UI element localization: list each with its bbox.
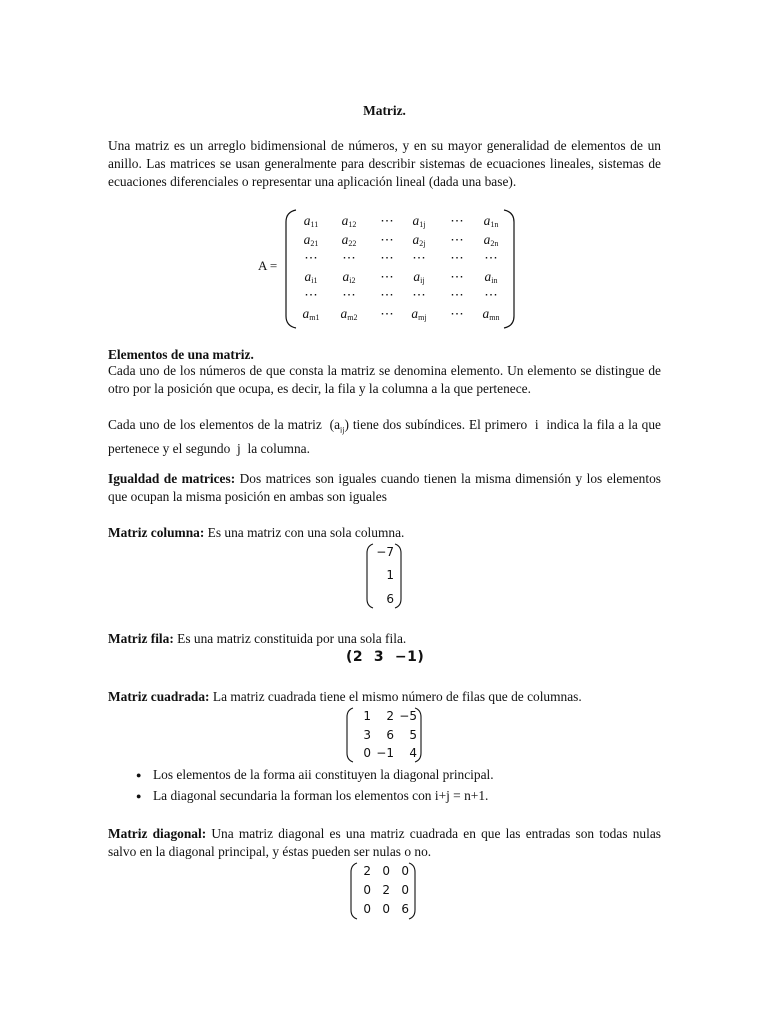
matrix-element: ⋯: [450, 213, 464, 228]
matrix-element: $a_{2n}$: [483, 231, 499, 248]
column-value-1: −7: [376, 545, 394, 559]
matrix-element: ⋯: [412, 250, 426, 265]
fila-text: Es una matriz constituida por una sola fila.: [177, 631, 407, 646]
square-matrix-element: 2: [386, 709, 394, 723]
diagonal-matrix: [350, 862, 416, 920]
igualdad-paragraph: [108, 470, 661, 506]
cuadrada-text: La matriz cuadrada tiene el mismo número de filas que de columnas.: [212, 689, 582, 704]
column-matrix: [366, 543, 402, 609]
square-matrix: [346, 707, 422, 763]
matrix-element: $a_{11}$: [303, 213, 319, 229]
columna-heading: Matriz columna:: [108, 525, 205, 540]
row-matrix: [346, 648, 424, 666]
diagonal-heading: Matriz diagonal:: [108, 826, 207, 841]
square-matrix-element: 0: [363, 746, 371, 760]
igualdad-text: Dos matrices son iguales cuando tienen la misma dimensión y los elementos que ocupan la misma posición en ambas son iguales: [108, 471, 661, 504]
matrix-element: ⋯: [380, 305, 394, 321]
row-bracket-left: (: [346, 649, 353, 665]
diagonal-text: Una matriz diagonal es una matriz cuadrada en que las entradas son todas nulas salvo en la diagonal principal, y éstas pueden ser nulas o no.: [108, 826, 661, 859]
subindices-text-d: la columna.: [247, 440, 310, 456]
matrix-element: $a_{2j}$: [412, 231, 426, 248]
columna-paragraph: [108, 524, 661, 542]
square-matrix-element: −5: [399, 709, 417, 723]
matrix-element: ⋯: [450, 287, 464, 302]
matrix-element: $a_{mn}$: [482, 305, 500, 322]
aij-subscript: ij: [340, 425, 345, 435]
column-value-3: 6: [386, 592, 394, 606]
matrix-element: $a_{1n}$: [483, 213, 499, 229]
matrix-element: ⋯: [484, 250, 498, 265]
square-matrix-cells: [350, 707, 418, 763]
matrix-element: ⋯: [450, 250, 464, 265]
diagonal-matrix-element: 0: [382, 902, 390, 916]
cuadrada-heading: Matriz cuadrada:: [108, 689, 210, 704]
subindices-text-b: tiene dos subíndices. El primero: [352, 417, 528, 432]
matrix-element: $a_{i1}$: [304, 268, 318, 285]
square-matrix-element: 6: [386, 727, 394, 742]
cuadrada-paragraph: [108, 688, 661, 706]
matrix-element: $a_{12}$: [341, 213, 357, 229]
elementos-subindices-text: Cada uno de los elementos de la matriz $(a_{ij})$ tiene dos subíndices. El primero i indica la fila a la que pertenece y el segundo j la columna.: [108, 417, 661, 456]
general-matrix: [256, 208, 516, 330]
matrix-element: ⋯: [450, 231, 464, 247]
square-matrix-element: 1: [363, 709, 371, 723]
matrix-element: ⋯: [450, 305, 464, 321]
matrix-element: ⋯: [380, 250, 394, 265]
matrix-element: ⋯: [380, 268, 394, 284]
matrix-element: ⋯: [484, 287, 498, 302]
fila-heading: Matriz fila:: [108, 631, 174, 646]
row-value-2: 3: [373, 649, 385, 665]
matrix-element: ⋯: [450, 268, 464, 284]
diagonal-paragraph: [108, 825, 661, 861]
matrix-element: ⋯: [380, 213, 394, 228]
fila-paragraph: [108, 630, 661, 648]
matrix-element: $a_{m1}$: [302, 305, 320, 322]
columna-text: Es una matriz con una sola columna.: [207, 525, 405, 540]
intro-paragraph: Una matriz es un arreglo bidimensional de números, y en su mayor generalidad de elementos de un anillo. Las matrices se usan generalmente para describir sistemas de ecuaciones lineales, sistemas de ecuaciones diferenciales o representar una aplicación lineal (dada una base).: [108, 138, 661, 189]
matrix-element: $a_{in}$: [484, 268, 498, 285]
square-matrix-element: 3: [363, 727, 371, 742]
matrix-element: ⋯: [412, 287, 426, 302]
matrix-element: ⋯: [342, 287, 356, 302]
diagonal-matrix-element: 0: [363, 902, 371, 916]
matrix-element: ⋯: [304, 250, 318, 265]
matrix-element: $a_{m2}$: [340, 305, 358, 322]
diagonal-matrix-element: 0: [382, 864, 390, 878]
column-value-2: 1: [386, 568, 394, 582]
bullet-item: ● Los elementos de la forma aii constituyen la diagonal principal.: [136, 766, 494, 787]
row-bracket-right: ): [417, 649, 425, 665]
matrix-element: $a_{mj}$: [411, 305, 427, 322]
diagonal-matrix-element: 0: [363, 883, 371, 897]
matrix-element: $a_{ij}$: [413, 268, 425, 285]
matrix-element: $a_{i2}$: [342, 268, 356, 285]
matrix-element: ⋯: [342, 250, 356, 265]
bullet-item: ● La diagonal secundaria la forman los elementos con i+j = n+1.: [136, 787, 494, 808]
square-matrix-element: 4: [409, 746, 417, 760]
square-matrix-element: 5: [409, 727, 417, 742]
j-letter: j: [237, 440, 241, 456]
cuadrada-bullet-list: [136, 766, 494, 808]
diagonal-matrix-element: 0: [401, 883, 409, 897]
subindices-text-c: indica la fila a la que pertenece y el segundo: [108, 417, 661, 456]
i-letter: i: [534, 417, 539, 432]
matrix-element: ⋯: [380, 287, 394, 302]
subindices-text-a: Cada uno de los elementos de la matriz: [108, 417, 322, 432]
diagonal-matrix-element: 0: [401, 864, 409, 878]
matrix-element: ⋯: [304, 287, 318, 302]
matrix-cells: [296, 212, 510, 326]
elementos-text: Cada uno de los números de que consta la matriz se denomina elemento. Un elemento se distingue de otro por la posición que ocupa, es decir, la fila y la columna a la que pertenece.: [108, 363, 661, 396]
diagonal-matrix-cells: [354, 862, 412, 920]
diagonal-matrix-element: 6: [401, 902, 409, 916]
matrix-element: ⋯: [380, 231, 394, 247]
row-value-1: 2: [352, 649, 364, 665]
aij-symbol: a: [334, 417, 341, 432]
matrix-element: $a_{21}$: [303, 231, 319, 248]
elementos-heading: Elementos de una matriz.: [108, 347, 254, 362]
diagonal-matrix-element: 2: [363, 864, 371, 878]
matrix-element: $a_{22}$: [341, 231, 357, 248]
diagonal-matrix-element: 2: [382, 883, 390, 897]
matrix-element: $a_{1j}$: [412, 213, 426, 229]
page-title: Matriz.: [363, 103, 406, 118]
square-matrix-element: −1: [376, 746, 394, 760]
matrix-lhs: A =: [258, 258, 278, 273]
row-value-3: −1: [394, 649, 418, 665]
igualdad-heading: Igualdad de matrices:: [108, 471, 236, 486]
